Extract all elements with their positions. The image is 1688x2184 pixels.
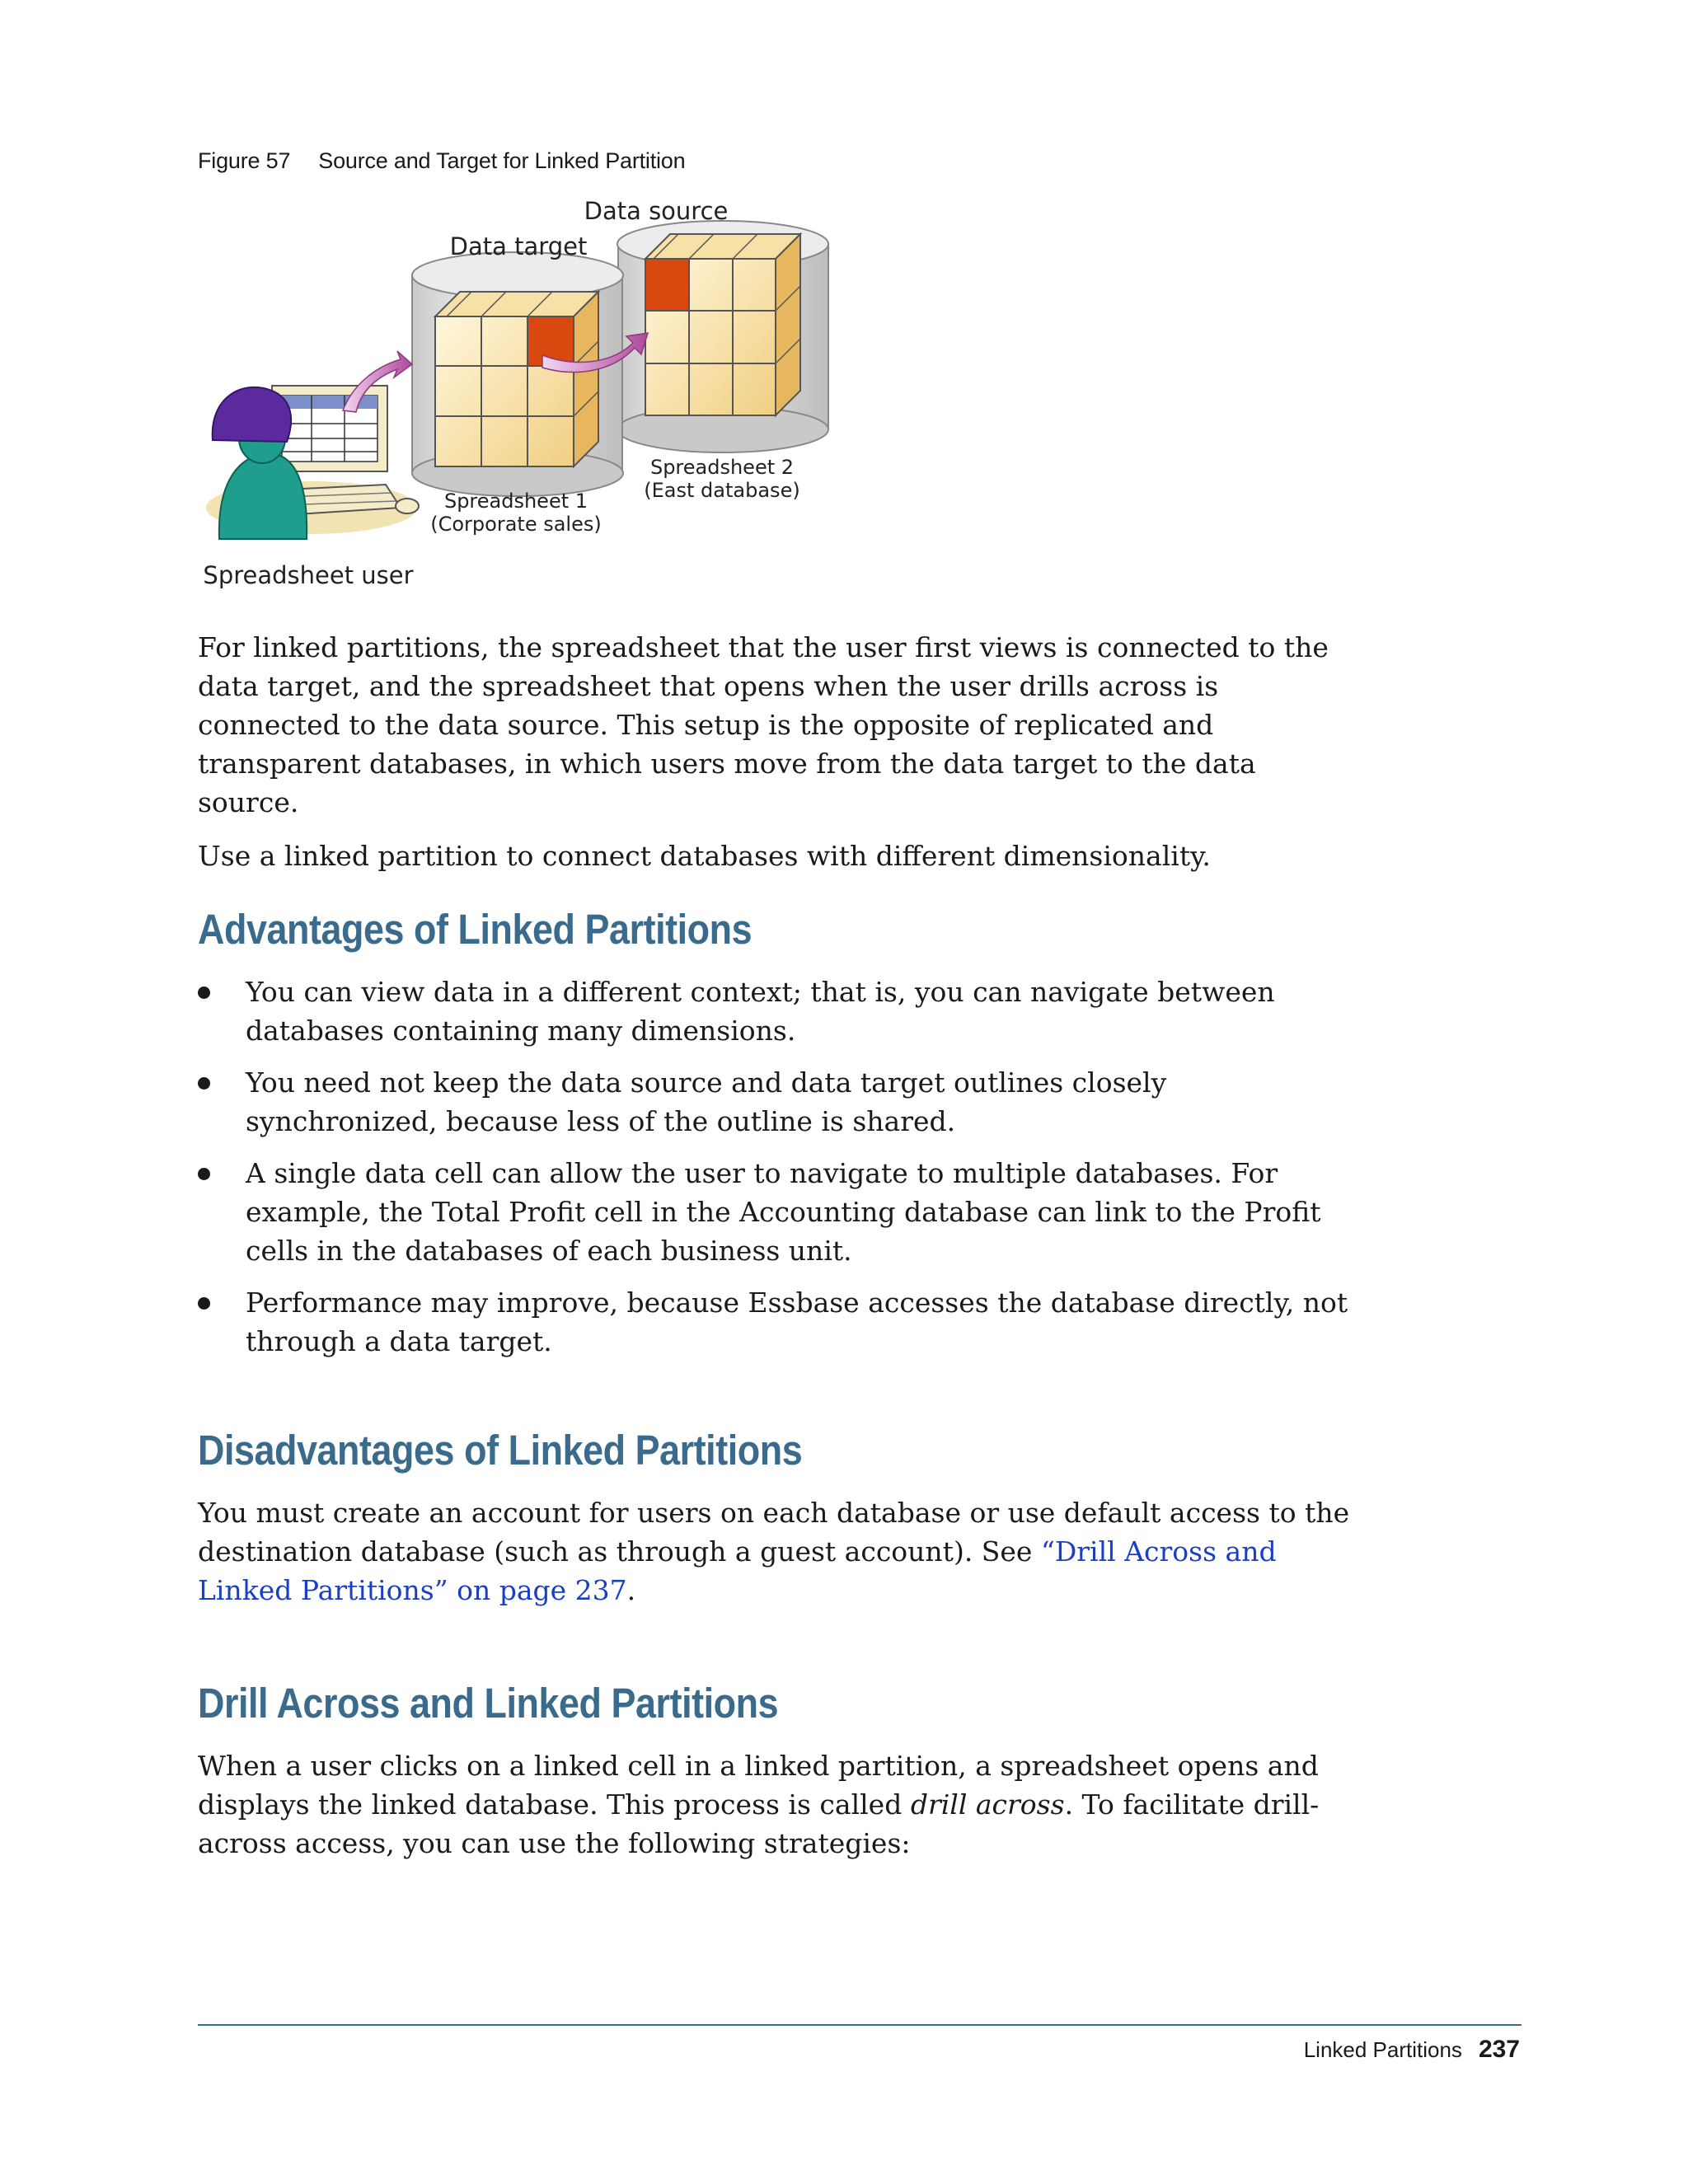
intro-paragraph-1: For linked partitions, the spreadsheet that the user first views is connected to the data target, and the spreadsheet that opens when the user drills across is connected to the data source. This setup is the opposite of replicated and transparent databases, in which users move from the data target to the data source. xyxy=(198,631,1329,818)
list-item: You can view data in a different context; that is, you can navigate between databases containing many dimensions. xyxy=(198,972,1352,1050)
page-number: 237 xyxy=(1478,2036,1520,2063)
intro-paragraph-2: Use a linked partition to connect databases with different dimensionality. xyxy=(198,840,1211,872)
drill-across-term: drill across xyxy=(910,1788,1065,1821)
intro-section xyxy=(198,628,1352,875)
footer-divider xyxy=(198,2024,1522,2026)
drill-across-section xyxy=(198,1746,1352,1863)
advantages-heading: Advantages of Linked Partitions xyxy=(198,906,753,953)
spreadsheet1-name-label: Spreadsheet 1 xyxy=(443,490,588,513)
bullet-icon xyxy=(198,987,210,999)
bullet-icon xyxy=(198,1297,210,1310)
bullet-icon xyxy=(198,1077,210,1090)
drill-across-page-link[interactable]: “Drill Across and Linked Partitions” on page 237 xyxy=(198,1535,1277,1606)
data-target-cube xyxy=(435,292,598,466)
figure-caption xyxy=(198,148,685,174)
spreadsheet1-db-label: (Corporate sales) xyxy=(430,513,602,536)
list-item: You need not keep the data source and data target outlines closely synchronized, because less of the outline is shared. xyxy=(198,1063,1352,1141)
drill-across-paragraph: When a user clicks on a linked cell in a linked partition, a spreadsheet opens and displays the linked database. This process is called drill across. To facilitate drill-across access, you can use the following strategies: xyxy=(198,1750,1320,1859)
drill-across-heading: Drill Across and Linked Partitions xyxy=(198,1680,779,1727)
data-source-cube xyxy=(645,234,800,415)
advantages-list xyxy=(198,972,1352,1374)
list-item: A single data cell can allow the user to navigate to multiple databases. For example, the Total Profit cell in the Accounting database can link to the Profit cells in the databases of each business unit. xyxy=(198,1154,1352,1270)
footer-section-title: Linked Partitions xyxy=(1303,2037,1462,2062)
page-footer xyxy=(1304,2036,1520,2064)
data-source-label: Data source xyxy=(584,197,729,225)
figure-diagram xyxy=(196,194,839,607)
list-item: Performance may improve, because Essbase accesses the database directly, not through a data target. xyxy=(198,1283,1352,1361)
spreadsheet-user-label: Spreadsheet user xyxy=(203,561,414,589)
spreadsheet2-db-label: (East database) xyxy=(644,479,800,502)
bullet-icon xyxy=(198,1168,210,1180)
figure-number: Figure 57 xyxy=(198,148,291,173)
disadvantages-section xyxy=(198,1493,1352,1610)
spreadsheet2-name-label: Spreadsheet 2 xyxy=(649,456,795,479)
disadvantages-paragraph: You must create an account for users on each database or use default access to the destination database (such as through a guest account). See “Drill Across and Linked Partitions” on page 237. xyxy=(198,1497,1350,1606)
figure-title: Source and Target for Linked Partition xyxy=(318,148,686,173)
disadvantages-heading: Disadvantages of Linked Partitions xyxy=(198,1427,803,1474)
data-target-label: Data target xyxy=(449,232,588,260)
